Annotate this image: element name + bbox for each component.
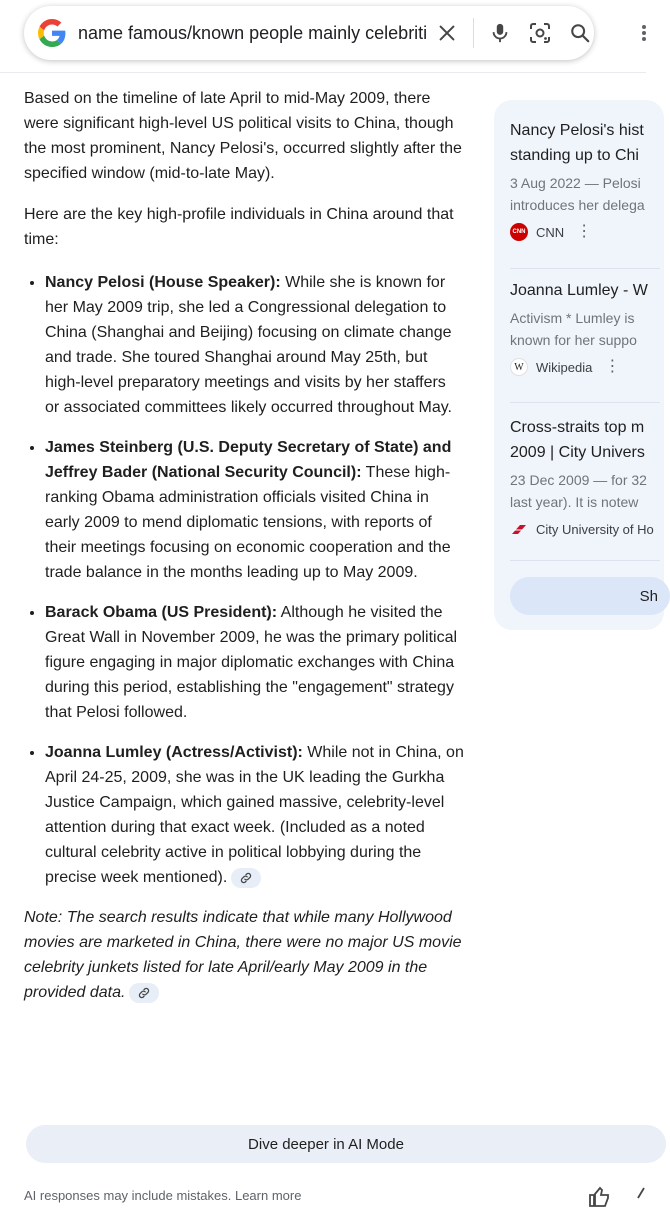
source-divider: [510, 560, 660, 561]
clear-icon[interactable]: [427, 13, 467, 53]
search-icon[interactable]: [560, 13, 600, 53]
person-name: James Steinberg (U.S. Deputy Secretary of State) and Jeffrey Bader (National Security Council):: [45, 439, 452, 481]
search-divider: [473, 18, 474, 48]
person-desc: Although he visited the Great Wall in November 2009, he was the primary political figure engaging in major diplomatic exchanges with China during this period, establishing the "engagement" strategy that Pelosi followed.: [45, 604, 458, 721]
source-snippet: 23 Dec 2009 — for 32 last year). It is notew: [510, 472, 647, 510]
microphone-icon[interactable]: [480, 13, 520, 53]
source-card[interactable]: [510, 415, 670, 539]
source-title[interactable]: standing up to Chi: [510, 147, 639, 164]
person-name: Joanna Lumley (Actress/Activist):: [45, 744, 303, 761]
source-link-icon[interactable]: [129, 983, 159, 1003]
person-desc: While she is known for her May 2009 trip, she led a Congressional delegation to China (Shanghai and Beijing) focusing on climate change and trade. She toured Shanghai around May 25th, but high-level preparatory meetings and visits by her staffers or associated committees likely occurred throughout May.: [45, 274, 452, 416]
list-item: [45, 270, 464, 420]
source-site: [510, 357, 670, 377]
disclaimer-text: AI responses may include mistakes. Learn more: [24, 1188, 302, 1203]
source-card[interactable]: [510, 118, 670, 242]
cnn-logo-icon: CNN: [510, 223, 528, 241]
source-title[interactable]: Nancy Pelosi's hist: [510, 122, 644, 139]
lens-icon[interactable]: [520, 13, 560, 53]
search-input[interactable]: name famous/known people mainly celebriti: [78, 22, 428, 43]
show-all-button[interactable]: Sh: [510, 577, 670, 615]
source-link-icon[interactable]: [231, 868, 261, 888]
header-divider: [0, 72, 646, 73]
source-snippet: Activism * Lumley is known for her suppo: [510, 310, 637, 348]
person-name: Barack Obama (US President):: [45, 604, 278, 621]
thumbs-down-icon[interactable]: [636, 1186, 646, 1211]
person-desc: While not in China, on April 24-25, 2009, she was in the UK leading the Gurkha Justice Campaign, which gained massive, celebrity-level attention during that exact week. (Included as a noted cultural celebrity active in political lobbying during the precise week mentioned).: [45, 744, 464, 886]
source-divider: [510, 268, 660, 269]
answer-lead: Here are the key high-profile individuals in China around that time:: [24, 206, 454, 248]
more-options-icon[interactable]: ⋮: [604, 358, 621, 375]
person-name: Nancy Pelosi (House Speaker):: [45, 274, 281, 291]
search-bar[interactable]: [24, 6, 594, 60]
list-item: [45, 740, 464, 890]
note-text: Note: The search results indicate that while many Hollywood movies are marketed in China, there were no major US movie celebrity junkets listed for late April/early May 2009 in the provided data.: [24, 909, 462, 1001]
more-options-icon[interactable]: ⋮: [576, 223, 593, 240]
list-item: [45, 600, 464, 725]
sources-panel: [494, 100, 664, 630]
people-list: [24, 270, 464, 890]
ai-overview-answer: [24, 86, 464, 1005]
wikipedia-logo-icon: W: [510, 358, 528, 376]
google-logo-icon: [38, 19, 66, 47]
list-item: [45, 435, 464, 585]
cityu-logo-icon: [510, 520, 528, 538]
source-site-name: Wikipedia: [536, 359, 593, 375]
source-title[interactable]: Joanna Lumley - W: [510, 282, 648, 299]
source-divider: [510, 402, 660, 403]
person-desc: These high-ranking Obama administration officials visited China in early 2009 to mend diplomatic tensions, with reports of their meetings focusing on economic cooperation and the trade balance in the months leading up to May 2009.: [45, 464, 451, 581]
dive-deeper-button[interactable]: Dive deeper in AI Mode: [26, 1125, 666, 1163]
apps-icon[interactable]: [636, 18, 646, 48]
source-title[interactable]: Cross-straits top m: [510, 419, 645, 436]
thumbs-up-icon[interactable]: [588, 1186, 612, 1211]
source-site-name: CNN: [536, 224, 565, 240]
source-site: [510, 222, 670, 242]
source-site-name: City University of Ho: [536, 521, 654, 537]
source-title[interactable]: 2009 | City Univers: [510, 444, 645, 461]
answer-note: [24, 905, 464, 1005]
source-site: [510, 519, 670, 539]
answer-intro: Based on the timeline of late April to mid-May 2009, there were significant high-level US political visits to China, though the most prominent, Nancy Pelosi's, occurred slightly after the specified window (mid-to-late May).: [24, 90, 462, 182]
source-card[interactable]: [510, 278, 670, 377]
source-snippet: 3 Aug 2022 — Pelosi introduces her delega: [510, 175, 645, 213]
